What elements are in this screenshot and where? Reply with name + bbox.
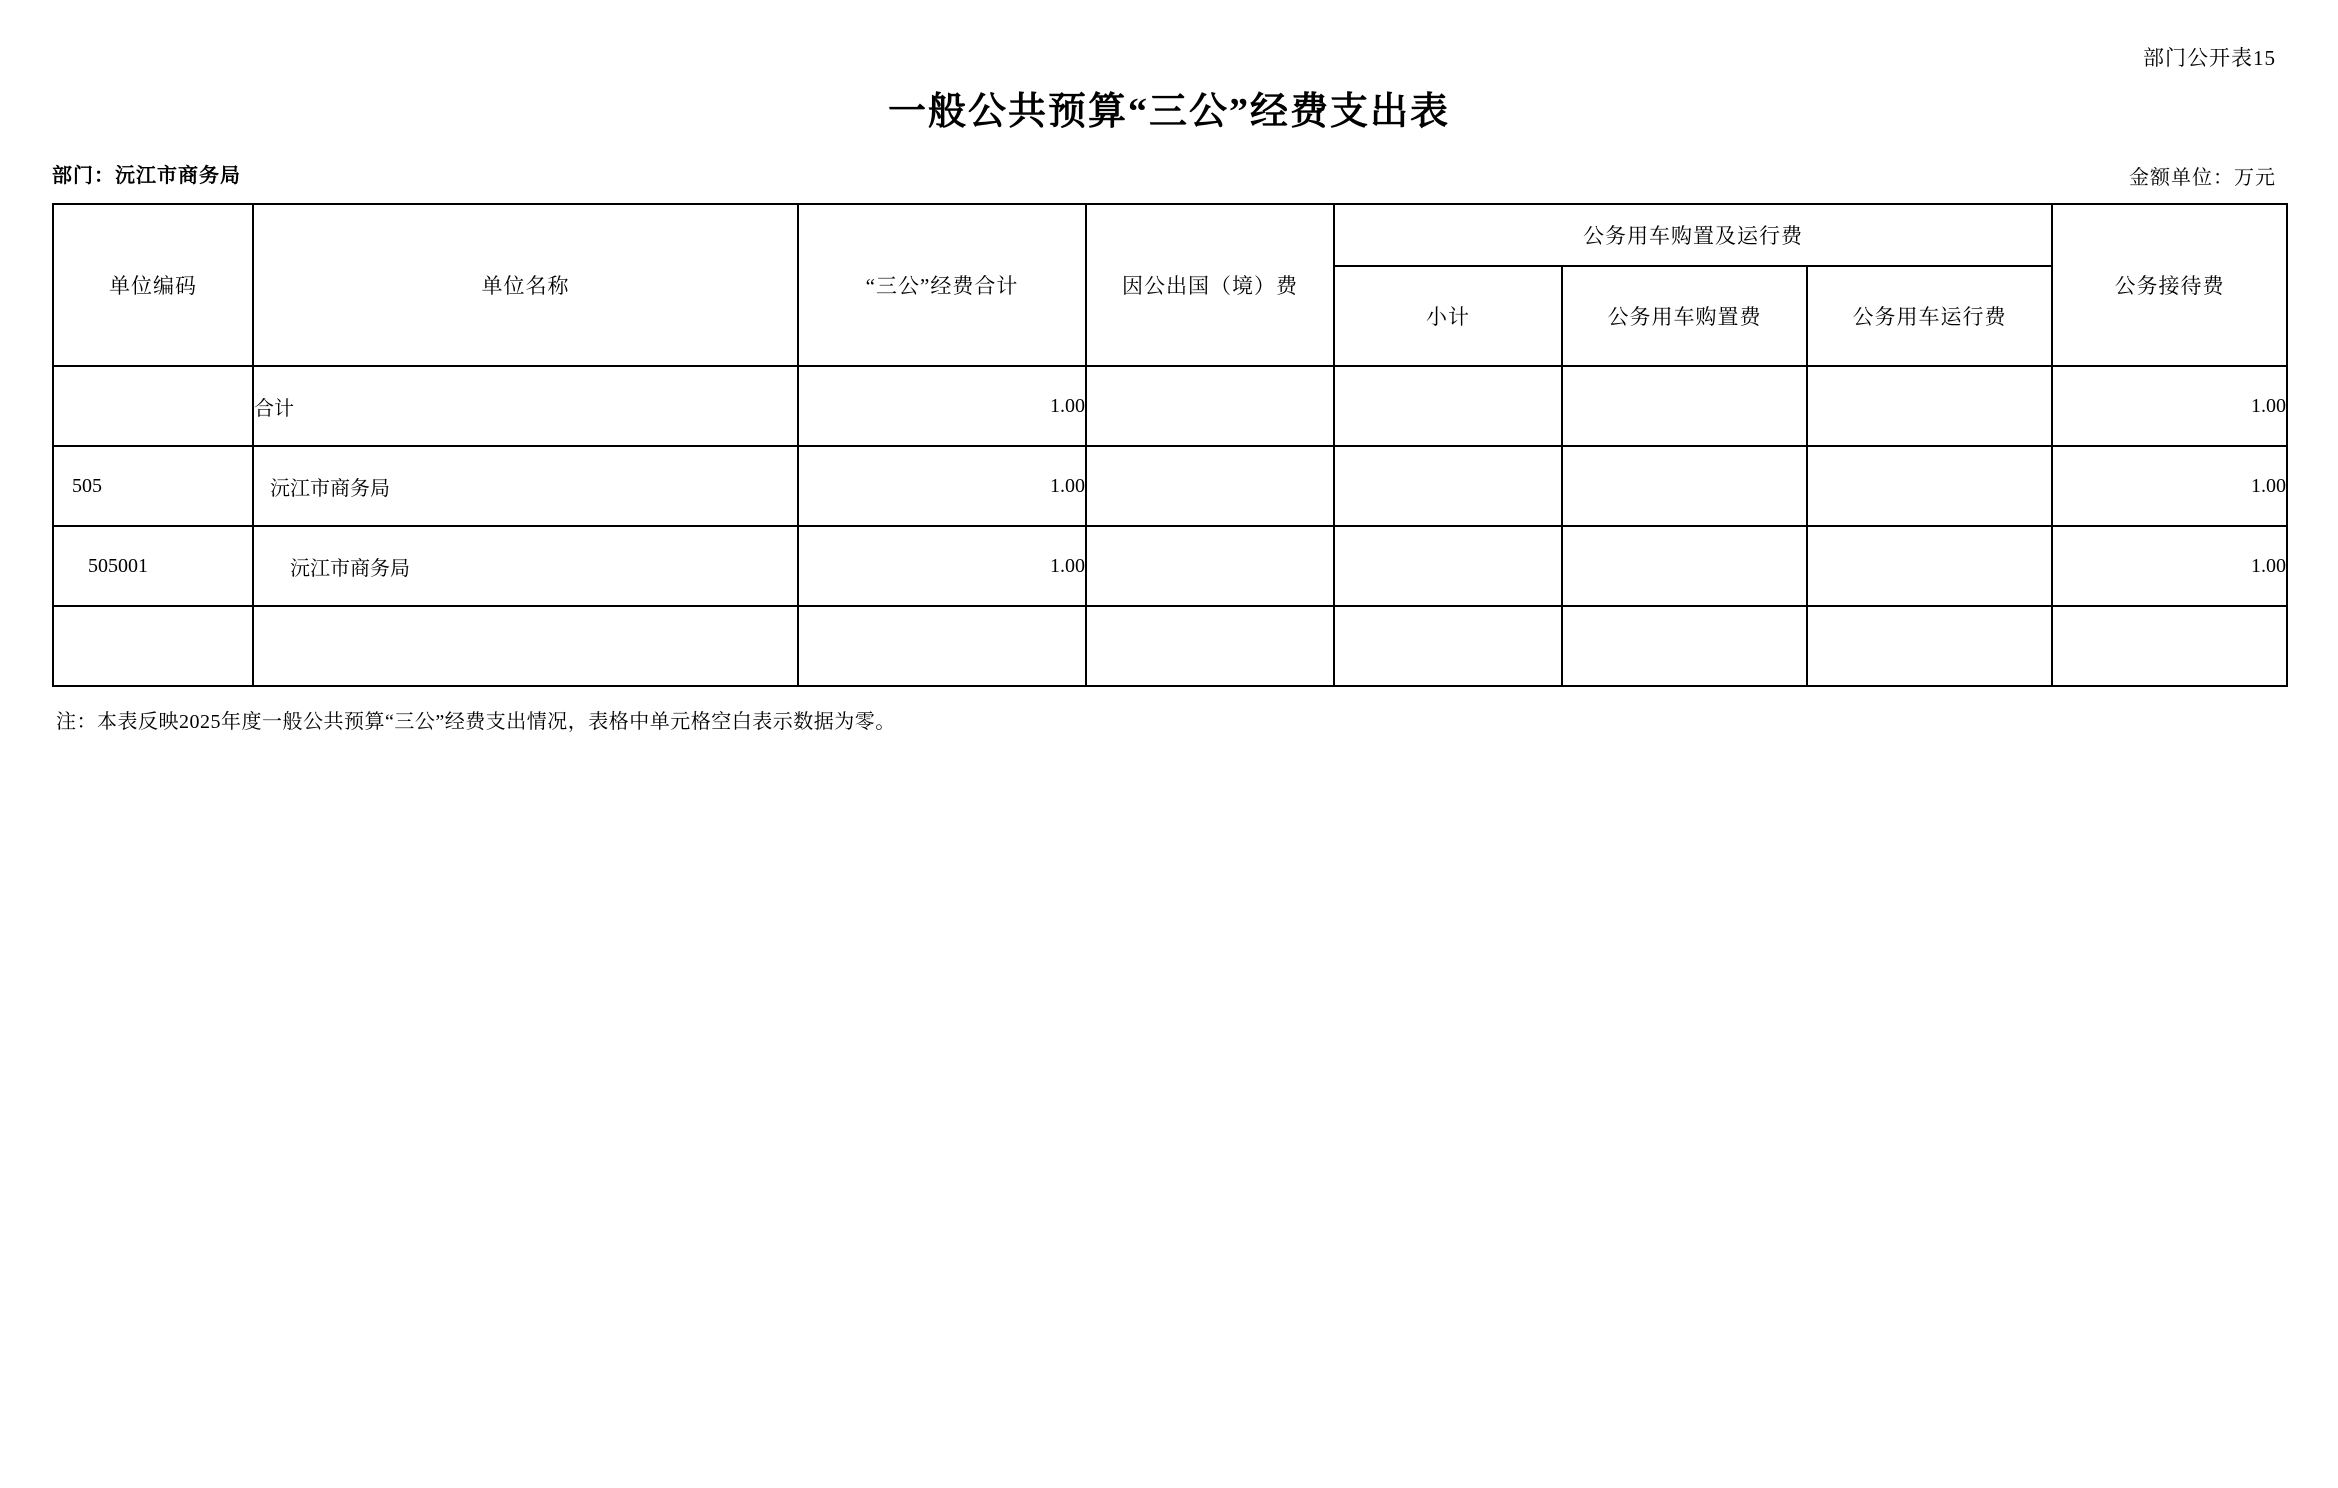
cell-vehicle-subtotal xyxy=(1334,526,1562,606)
cell-abroad xyxy=(1086,446,1334,526)
cell-total: 1.00 xyxy=(798,526,1086,606)
col-vehicle-operation: 公务用车运行费 xyxy=(1807,266,2052,366)
header-row-top xyxy=(53,204,2287,266)
cell-vehicle-subtotal xyxy=(1334,366,1562,446)
cell-unit-code: 505 xyxy=(53,446,253,526)
department-label: 部门：沅江市商务局 xyxy=(52,165,241,187)
col-unit-code: 单位编码 xyxy=(53,204,253,366)
col-reception: 公务接待费 xyxy=(2052,204,2287,366)
cell-vehicle-operation xyxy=(1807,446,2052,526)
col-total: “三公”经费合计 xyxy=(798,204,1086,366)
cell-vehicle-purchase xyxy=(1562,366,1807,446)
cell-total: 1.00 xyxy=(798,446,1086,526)
cell-vehicle-operation xyxy=(1807,526,2052,606)
cell-abroad xyxy=(1086,606,1334,686)
cell-vehicle-purchase xyxy=(1562,526,1807,606)
cell-unit-name: 沅江市商务局 xyxy=(253,526,798,606)
col-vehicle-purchase: 公务用车购置费 xyxy=(1562,266,1807,366)
cell-unit-code xyxy=(53,366,253,446)
cell-unit-name: 合计 xyxy=(253,366,798,446)
cell-abroad xyxy=(1086,366,1334,446)
cell-abroad xyxy=(1086,526,1334,606)
col-abroad: 因公出国（境）费 xyxy=(1086,204,1334,366)
table-row xyxy=(53,366,2287,446)
three-public-expenditure-table xyxy=(52,203,2288,687)
cell-total xyxy=(798,606,1086,686)
table-note: 注：本表反映2025年度一般公共预算“三公”经费支出情况，表格中单元格空白表示数据为零。 xyxy=(56,711,896,733)
table-row xyxy=(53,606,2287,686)
cell-reception xyxy=(2052,606,2287,686)
cell-vehicle-purchase xyxy=(1562,446,1807,526)
cell-vehicle-purchase xyxy=(1562,606,1807,686)
meta-row xyxy=(52,159,2286,197)
cell-reception: 1.00 xyxy=(2052,526,2287,606)
cell-reception: 1.00 xyxy=(2052,366,2287,446)
cell-vehicle-operation xyxy=(1807,366,2052,446)
page-title: 一般公共预算“三公”经费支出表 xyxy=(887,91,1450,133)
table-row xyxy=(53,526,2287,606)
cell-unit-code: 505001 xyxy=(53,526,253,606)
col-vehicle-subtotal: 小计 xyxy=(1334,266,1562,366)
table-header xyxy=(53,204,2287,366)
table-row xyxy=(53,446,2287,526)
cell-unit-name: 沅江市商务局 xyxy=(253,446,798,526)
cell-reception: 1.00 xyxy=(2052,446,2287,526)
amount-unit-label: 金额单位：万元 xyxy=(2129,167,2276,189)
cell-total: 1.00 xyxy=(798,366,1086,446)
col-vehicle-group: 公务用车购置及运行费 xyxy=(1334,204,2052,266)
cell-vehicle-subtotal xyxy=(1334,446,1562,526)
cell-vehicle-subtotal xyxy=(1334,606,1562,686)
cell-unit-name xyxy=(253,606,798,686)
table-body xyxy=(53,366,2287,686)
col-unit-name: 单位名称 xyxy=(253,204,798,366)
cell-unit-code xyxy=(53,606,253,686)
cell-vehicle-operation xyxy=(1807,606,2052,686)
form-code: 部门公开表15 xyxy=(2143,46,2276,70)
